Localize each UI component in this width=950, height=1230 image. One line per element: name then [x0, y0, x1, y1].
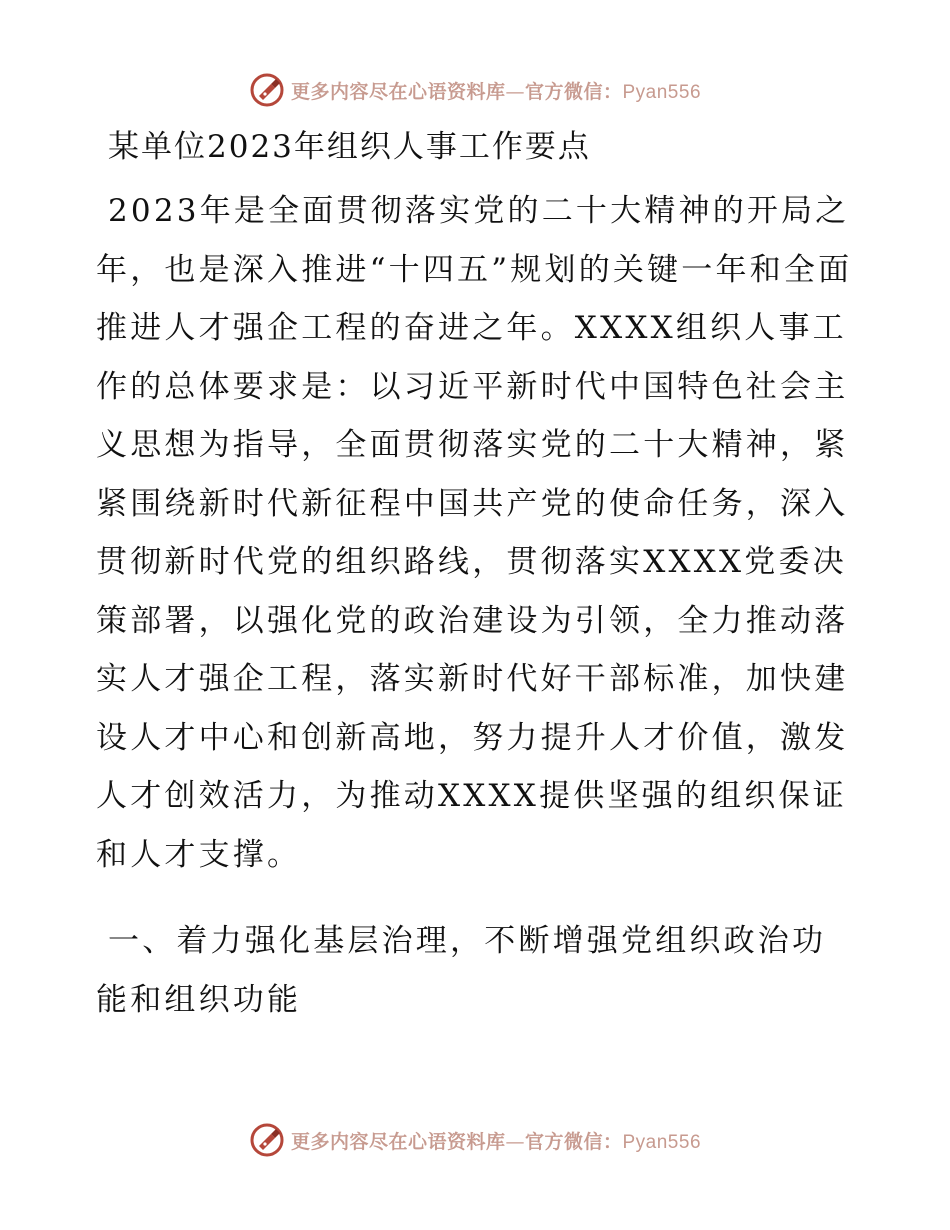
watermark-official-text: 官方微信：	[524, 1130, 623, 1153]
pen-nib-circle-icon	[249, 72, 285, 108]
watermark-separator: —	[505, 80, 525, 103]
section-heading-1: 一、着力强化基层治理，不断增强党组织政治功能和组织功能	[96, 923, 827, 1018]
watermark-separator: —	[505, 1130, 525, 1153]
watermark-wechat-id: Pyan556	[622, 1131, 702, 1153]
intro-paragraph: 2023年是全面贯彻落实党的二十大精神的开局之年，也是深入推进“十四五”规划的关键一年和全面推进人才强企工程的奋进之年。XXXX组织人事工作的总体要求是：以习近平新时代中国特色社会主义思想为指导，全面贯彻落实党的二十大精神，紧紧围绕新时代新征程中国共产党的使命任务，深入贯彻新时代党的组织路线，贯彻落实XXXX党委决策部署，以强化党的政治建设为引领，全力推动落实人才强企工程，落实新时代好干部标准，加快建设人才中心和创新高地，努力提升人才价值，激发人才创效活力，为推动XXXX提供坚强的组织保证和人才支撑。	[96, 193, 853, 873]
watermark-main-text: 更多内容尽在心语资料库	[290, 80, 506, 103]
document-title: 某单位2023年组织人事工作要点	[108, 129, 591, 165]
pen-nib-circle-icon	[249, 1122, 285, 1158]
watermark-main-text: 更多内容尽在心语资料库	[290, 1130, 506, 1153]
watermark-official-text: 官方微信：	[524, 80, 623, 103]
watermark-header	[0, 70, 950, 110]
watermark-text	[291, 1127, 701, 1154]
watermark-wechat-id: Pyan556	[622, 81, 702, 103]
watermark-footer	[0, 1120, 950, 1160]
watermark-text	[291, 77, 701, 104]
